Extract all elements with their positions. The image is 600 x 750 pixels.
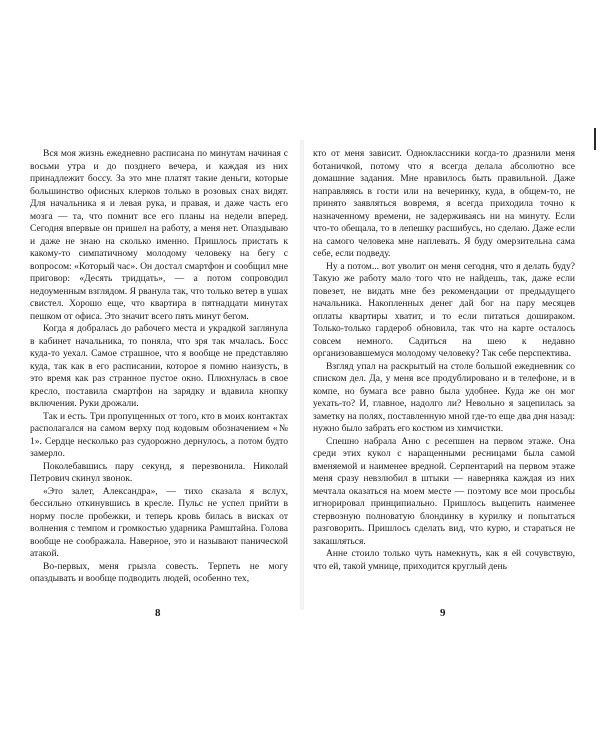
paragraph: «Это залет, Александра», — тихо сказала я вслух, бессильно откинувшись в кресле. Пульс не успел прийти в норму после пробежки, и теперь кровь билась в висках от волнения с темпом и громкостью ударника Рамштайна. Голова вообще не соображала. Наверное, это и называют панической атакой. bbox=[30, 485, 288, 559]
right-page bbox=[313, 148, 575, 598]
paragraph: Взгляд упал на раскрытый на столе большой ежедневник со списком дел. Да, у меня все продублировано и в телефоне, и в компе, но бумага все равно была удобнее. Куда же он мог уехать-то? И, главное, надолго ли? Невольно я зацепилась за заметку на полях, поставленную мной где-то еще два дня назад: нужно было забрать его костюм из химчистки. bbox=[313, 360, 575, 434]
paragraph: Поколебавшись пару секунд, я перезвонила. Николай Петрович скинул звонок. bbox=[30, 460, 288, 484]
paragraph: кто от меня зависит. Одноклассники когда-то дразнили меня ботаничкой, потому что я всегда делала абсолютно все домашние задания. Мне нравилось быть правильной. Даже направляясь в гости или на вечеринку, куда, в общем-то, не принято заявляться вовремя, я всегда приходила точно к назначенному времени, не задерживаясь ни на минуту. Если что-то обещала, то в лепешку расшибусь, но сделаю. Даже если на самого человека мне наплевать. Я буду омерзительна сама себе, если подведу. bbox=[313, 148, 575, 259]
paragraph: Анне стоило только чуть намекнуть, как я ей сочувствую, что ей, такой умнице, приходится круглый день bbox=[313, 548, 575, 572]
book-gutter bbox=[300, 140, 304, 610]
paragraph: Спешно набрала Аню с ресепшен на первом этаже. Она среди этих кукол с наращенными ресницами была самой вменяемой и наименее вредной. Серпентарий на первом этаже меня сразу невзлюбил в штыки — наверняка каждая из них мечтала оказаться на моем месте — поэтому все мои просьбы игнорировал принципиально. Пришлось выцепить наименее стервозную полноватую блондинку в курилку и попытаться разговорить. Пришлось сделать вид, что курю, и стараться не закашляться. bbox=[313, 435, 575, 547]
paragraph: Вся моя жизнь ежедневно расписана по минутам начиная с восьми утра и до позднего вечера, и каждая из них принадлежит боссу. За это мне платят такие деньги, которые большинство офисных клерков только в розовых снах видят. Для начальника я и левая рука, и правая, и даже часть его мозга — та, что помнит все его планы на недели вперед. Сегодня впервые он пришел на работу, а меня нет. Опаздываю и даже не знаю на сколько именно. Пришлось пристать к какому-то симпатичному молодому человеку на бегу с вопросом: «Который час». Он достал смартфон и сообщил мне приговор: «Десять тридцать», — а потом сопроводил недоуменным взглядом. Я рванула так, что только ветер в ушах свистел. Хорошо еще, что квартира в пятнадцати минутах пешком от офиса. Это значит всего пять минут бегом. bbox=[30, 148, 288, 322]
paragraph: Когда я добралась до рабочего места и украдкой заглянула в кабинет начальника, то поняла, что зря так мчалась. Босс куда-то уехал. Самое страшное, что я вообще не представляю куда, так как в его расписании, которое я помню наизусть, в это время как раз странное пустое окно. Плюхнулась в свое кресло, поставила смартфон на зарядку и вдавила кнопку включения. Руки дрожали. bbox=[30, 323, 288, 409]
page-number: 9 bbox=[440, 607, 446, 619]
paragraph: Во-первых, меня грызла совесть. Терпеть не могу опаздывать и вообще подводить людей, особенно тех, bbox=[30, 560, 288, 584]
page-edge-marker bbox=[594, 128, 596, 150]
page-number: 8 bbox=[155, 607, 161, 619]
paragraph: Ну а потом... вот уволит он меня сегодня, что я делать буду? Такую же работу мало того что не найдешь, так, даже если повезет, не видать мне без рекомендации от предыдущего начальника. Накопленных денег дай бог на пару месяцев оплаты квартиры хватит, и то если питаться дошираком. Только-только гардероб обновила, так что на карте осталось совсем немного. Садиться на шею к недавно организовавшемуся молодому человеку? Так себе перспектива. bbox=[313, 260, 575, 359]
left-page bbox=[30, 148, 288, 598]
paragraph: Так и есть. Три пропущенных от того, кто в моих контактах располагался на самом верху под кодовым обозначением «№ 1». Сердце несколько раз судорожно дернулось, а потом будто замерло. bbox=[30, 410, 288, 459]
